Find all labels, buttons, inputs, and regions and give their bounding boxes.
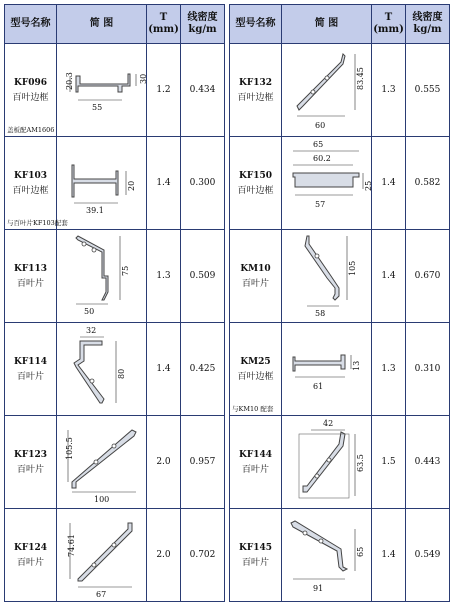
model-cell: [5, 323, 57, 416]
profile-diagram: [283, 323, 371, 411]
diagram-cell: [57, 416, 147, 509]
dim-label: 50: [83, 307, 94, 316]
model-cell: [5, 137, 68, 230]
thickness-value: 1.5: [372, 416, 406, 509]
diagram-cell: [57, 230, 147, 323]
dim-label: 61: [312, 382, 323, 391]
dim-label: 30: [138, 73, 148, 84]
dim-label: 100: [93, 495, 109, 504]
table-row: [5, 323, 225, 416]
dim-label: 105: [347, 260, 357, 276]
thickness-value: 1.3: [372, 44, 406, 137]
model-code: KF124: [14, 542, 47, 553]
header-density: [406, 5, 450, 44]
dim-label: 55: [91, 103, 102, 112]
dim-label: 91: [312, 584, 323, 593]
model-code: KF114: [14, 356, 47, 367]
profile-diagram: [283, 137, 371, 225]
dim-label: 39.1: [85, 206, 104, 215]
profile-diagram: [58, 509, 146, 597]
product-name: 百叶片: [16, 557, 44, 568]
thickness-value: 2.0: [147, 509, 181, 602]
dim-label: 67: [95, 590, 106, 599]
model-cell: [5, 230, 57, 323]
diagram-cell: [57, 44, 147, 137]
header-t: T: [384, 12, 393, 23]
profile-diagram: [283, 416, 371, 504]
dim-label: 57: [314, 200, 325, 209]
thickness-value: 1.3: [147, 230, 181, 323]
header-row: [5, 5, 225, 44]
model-cell: [230, 323, 282, 416]
dim-label: 105.5: [64, 437, 74, 460]
dim-label: 63.5: [355, 454, 365, 472]
header-model: 型号名称: [5, 5, 57, 44]
dim-label: 20: [126, 180, 136, 191]
product-name: 百叶边框: [237, 371, 274, 382]
thickness-value: 1.4: [372, 137, 406, 230]
diagram-cell: [57, 137, 147, 230]
product-name: 百叶边框: [237, 185, 274, 196]
dim-label: 42: [322, 419, 333, 428]
density-value: 0.702: [181, 509, 225, 602]
header-density-label: 线密度: [412, 12, 443, 23]
model-code: KF096: [14, 77, 47, 88]
model-code: KF123: [14, 449, 47, 460]
model-code: KF103: [14, 170, 47, 181]
diagram-cell: [57, 323, 147, 416]
diagram-cell: [282, 230, 372, 323]
product-name: 百叶片: [241, 278, 269, 289]
profile-diagram: [58, 230, 146, 318]
header-density-label: 线密度: [187, 12, 218, 23]
dim-label: 32: [85, 326, 96, 335]
dim-label: 83.45: [355, 67, 365, 90]
thickness-value: 1.4: [372, 230, 406, 323]
header-thickness: [147, 5, 181, 44]
table-row: [230, 44, 450, 137]
density-value: 0.509: [181, 230, 225, 323]
thickness-value: 2.0: [147, 416, 181, 509]
diagram-cell: [282, 44, 372, 137]
header-t: T: [159, 12, 168, 23]
thickness-value: 1.4: [147, 137, 181, 230]
product-name: 百叶片: [16, 371, 44, 382]
model-code: KF150: [239, 170, 272, 181]
header-density-unit: kg/m: [413, 24, 442, 35]
product-name: 百叶片: [241, 464, 269, 475]
profile-table-right: [229, 4, 450, 602]
table-row: [5, 44, 225, 137]
density-value: 0.957: [181, 416, 225, 509]
model-cell: [230, 44, 282, 137]
dim-label: 65: [355, 546, 365, 557]
header-t-unit: (mm): [148, 24, 179, 35]
profile-diagram: [283, 509, 371, 597]
header-density-unit: kg/m: [188, 24, 217, 35]
diagram-cell: [282, 323, 372, 416]
header-diagram: 简 图: [57, 5, 147, 44]
header-diagram: 简 图: [282, 5, 372, 44]
table-row: [5, 137, 225, 230]
density-value: 0.555: [406, 44, 450, 137]
dim-label: 13: [351, 360, 361, 371]
product-name: 百叶边框: [12, 92, 49, 103]
profile-diagram: [58, 44, 146, 132]
model-cell: [5, 509, 57, 602]
model-note: 与KM10 配套: [232, 405, 274, 413]
profile-diagram: [283, 44, 371, 132]
dim-label: 65: [312, 140, 323, 149]
density-value: 0.434: [181, 44, 225, 137]
product-name: 百叶片: [241, 557, 269, 568]
table-row: [5, 509, 225, 602]
density-value: 0.425: [181, 323, 225, 416]
density-value: 0.300: [181, 137, 225, 230]
density-value: 0.670: [406, 230, 450, 323]
model-cell: [230, 230, 282, 323]
model-cell: [230, 509, 282, 602]
diagram-cell: [57, 509, 147, 602]
dim-label: 60.2: [312, 154, 331, 163]
model-code: KF145: [239, 542, 272, 553]
table-row: [5, 230, 225, 323]
model-cell: [5, 44, 57, 137]
model-code: KF144: [239, 449, 272, 460]
table-row: [230, 416, 450, 509]
thickness-value: 1.3: [372, 323, 406, 416]
density-value: 0.443: [406, 416, 450, 509]
product-name: 百叶片: [16, 464, 44, 475]
product-name: 百叶边框: [237, 92, 274, 103]
header-row: [230, 5, 450, 44]
profile-diagram: [58, 137, 146, 225]
header-t-unit: (mm): [373, 24, 404, 35]
thickness-value: 1.4: [372, 509, 406, 602]
dim-label: 60: [314, 121, 325, 130]
model-note: 盖板配AM1606: [7, 126, 55, 134]
model-cell: [5, 416, 57, 509]
thickness-value: 1.2: [147, 44, 181, 137]
diagram-cell: [282, 137, 372, 230]
dim-label: 20.3: [64, 72, 74, 90]
model-code: KM10: [240, 263, 271, 274]
density-value: 0.582: [406, 137, 450, 230]
table-row: [230, 323, 450, 416]
model-note: 与百叶片KF103配套: [7, 219, 68, 227]
model-code: KF132: [239, 77, 272, 88]
density-value: 0.549: [406, 509, 450, 602]
thickness-value: 1.4: [147, 323, 181, 416]
profile-diagram: [58, 323, 146, 411]
dim-label: 74.61: [66, 534, 76, 557]
header-density: [181, 5, 225, 44]
model-cell: [230, 137, 282, 230]
profile-diagram: [58, 416, 146, 504]
profile-table-left: [4, 4, 225, 602]
model-code: KM25: [240, 356, 271, 367]
dim-label: 80: [116, 368, 126, 379]
product-name: 百叶边框: [12, 185, 49, 196]
header-thickness: [372, 5, 406, 44]
dim-label: 75: [120, 265, 130, 276]
table-row: [230, 509, 450, 602]
product-name: 百叶片: [16, 278, 44, 289]
table-row: [230, 230, 450, 323]
dim-label: 58: [314, 309, 325, 318]
table-row: [5, 416, 225, 509]
profile-diagram: [283, 230, 371, 318]
diagram-cell: [282, 509, 372, 602]
table-row: [230, 137, 450, 230]
density-value: 0.310: [406, 323, 450, 416]
model-cell: [230, 416, 282, 509]
header-model: 型号名称: [230, 5, 282, 44]
dim-label: 25: [363, 180, 373, 191]
diagram-cell: [282, 416, 372, 509]
model-code: KF113: [14, 263, 47, 274]
